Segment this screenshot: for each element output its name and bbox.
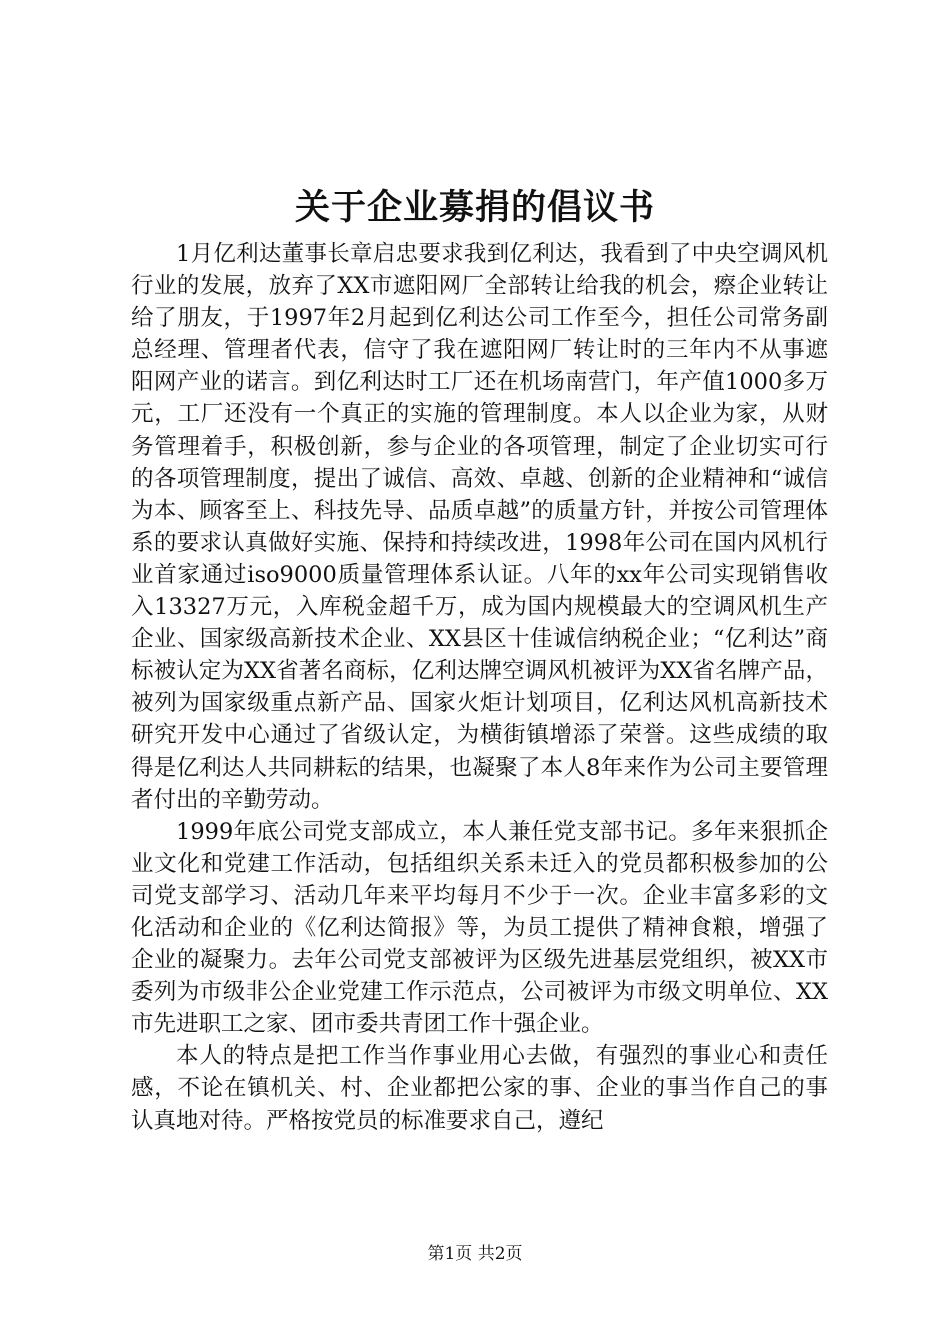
paragraph-1: 1月亿利达董事长章启忠要求我到亿利达，我看到了中央空调风机行业的发展，放弃了XX市遮阳网厂全部转让给我的机会，瘵企业转让给了朋友，于1997年2月起到亿利达公司工作至今，担任公司常务副总经理、管理者代表，信守了我在遮阳网厂转让时的三年内不从事遮阳网产业的诺言。到亿利达时工厂还在机场南营门，年产值1000多万元，工厂还没有一个真正的实施的管理制度。本人以企业为家，从财务管理着手，积极创新，参与企业的各项管理，制定了企业切实可行的各项管理制度，提出了诚信、高效、卓越、创新的企业精神和“诚信为本、顾客至上、科技先导、品质卓越”的质量方针，并按公司管理体系的要求认真做好实施、保持和持续改进，1998年公司在国内风机行业首家通过iso9000质量管理体系认证。八年的xx年公司实现销售收入13327万元，入库税金超千万，成为国内规模最大的空调风机生产企业、国家级高新技术企业、XX县区十佳诚信纳税企业；“亿利达”商标被认定为XX省著名商标，亿利达牌空调风机被评为XX省名牌产品，被列为国家级重点新产品、国家火炬计划项目，亿利达风机高新技术研究开发中心通过了省级认定，为横街镇增添了荣誉。这些成绩的取得是亿利达人共同耕耘的结果，也凝聚了本人8年来作为公司主要管理者付出的辛勤劳动。	[131, 241, 828, 813]
paragraph-3: 本人的特点是把工作当作事业用心去做，有强烈的事业心和责任感，不论在镇机关、村、企业都把公家的事、企业的事当作自己的事认真地对待。严格按党员的标准要求自己，遵纪	[131, 1043, 828, 1134]
document-title: 关于企业募捐的倡议书	[294, 188, 655, 228]
page-footer: 第1页 共2页	[427, 1244, 523, 1264]
document-body	[131, 238, 828, 1137]
paragraph-2: 1999年底公司党支部成立，本人兼任党支部书记。多年来狠抓企业文化和党建工作活动，包括组织关系未迁入的党员都积极参加的公司党支部学习、活动几年来平均每月不少于一次。企业丰富多彩的文化活动和企业的《亿利达简报》等，为员工提供了精神食粮，增强了企业的凝聚力。去年公司党支部被评为区级先进基层党组织，被XX市委列为市级非公企业党建工作示范点，公司被评为市级文明单位、XX市先进职工之家、团市委共青团工作十强企业。	[131, 818, 828, 1038]
